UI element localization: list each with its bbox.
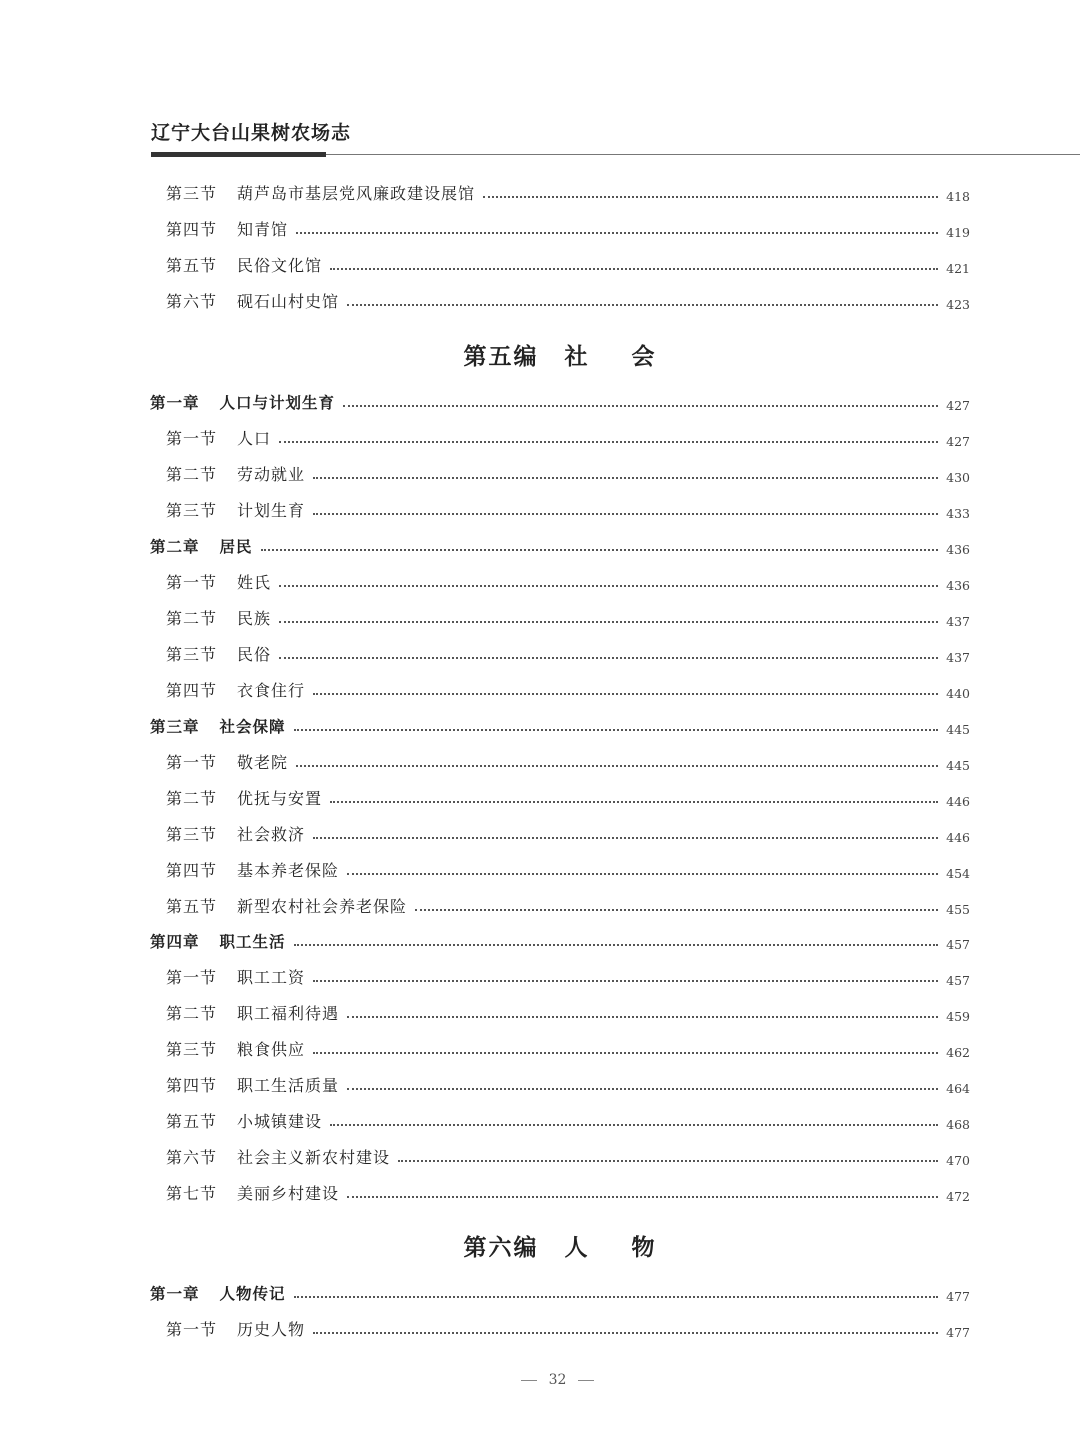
toc-leader-dots xyxy=(279,584,938,587)
toc-section-title: 职工生活质量 xyxy=(237,1076,340,1095)
toc-page-number: 423 xyxy=(946,297,970,312)
toc-page-number: 459 xyxy=(946,1009,970,1024)
part-title-char: 人 xyxy=(564,1234,590,1261)
toc-section-row[interactable] xyxy=(166,568,970,598)
toc-section-label: 第四节 xyxy=(166,1076,218,1095)
toc-chapter-row[interactable] xyxy=(150,388,970,418)
toc-section-label: 第三节 xyxy=(166,501,218,520)
toc-section-label: 第一节 xyxy=(166,429,218,448)
toc-section-title: 人口 xyxy=(237,429,272,448)
toc-page-number: 457 xyxy=(946,937,970,952)
toc-section-row[interactable] xyxy=(166,251,970,281)
toc-section-title: 姓氏 xyxy=(237,573,272,592)
toc-page-number: 427 xyxy=(946,434,970,449)
toc-page-number: 433 xyxy=(946,506,970,521)
toc-page-number: 436 xyxy=(946,578,970,593)
toc-section-title: 新型农村社会养老保险 xyxy=(237,897,408,916)
toc-page-number: 455 xyxy=(946,902,970,917)
toc-section-label: 第二节 xyxy=(166,465,218,484)
toc-leader-dots xyxy=(279,620,938,623)
toc-section-label: 第五节 xyxy=(166,256,218,275)
toc-section-title: 社会救济 xyxy=(237,825,306,844)
toc-section-title: 葫芦岛市基层党风廉政建设展馆 xyxy=(237,184,476,203)
toc-chapter-title: 人物传记 xyxy=(219,1285,286,1303)
toc-section-label: 第七节 xyxy=(166,1184,218,1203)
toc-section-title: 优抚与安置 xyxy=(237,789,323,808)
toc-section-title: 职工工资 xyxy=(237,968,306,987)
toc-leader-dots xyxy=(313,979,938,982)
toc-section-title: 民俗 xyxy=(237,645,272,664)
toc-section-title: 民俗文化馆 xyxy=(237,256,323,275)
part-title-6[interactable] xyxy=(0,1229,1080,1262)
toc-section-row[interactable] xyxy=(166,963,970,993)
toc-section-row[interactable] xyxy=(166,640,970,670)
toc-chapter-row[interactable] xyxy=(150,927,970,957)
part-title-char: 会 xyxy=(631,343,657,370)
toc-section-row[interactable] xyxy=(166,496,970,526)
toc-chapter-label: 第一章 xyxy=(150,394,200,412)
footer-page-number xyxy=(0,1372,1080,1388)
toc-page-number: 446 xyxy=(946,830,970,845)
toc-section-label: 第五节 xyxy=(166,1112,218,1131)
toc-leader-dots xyxy=(313,1051,938,1054)
toc-chapter-row[interactable] xyxy=(150,1279,970,1309)
toc-chapter-row[interactable] xyxy=(150,532,970,562)
footer-dash-right xyxy=(578,1380,594,1381)
toc-section-row[interactable] xyxy=(166,287,970,317)
toc-section-title: 衣食住行 xyxy=(237,681,306,700)
toc-section-title: 基本养老保险 xyxy=(237,861,340,880)
toc-section-row[interactable] xyxy=(166,999,970,1029)
toc-section-title: 小城镇建设 xyxy=(237,1112,323,1131)
toc-section-label: 第五节 xyxy=(166,897,218,916)
toc-section-label: 第三节 xyxy=(166,825,218,844)
toc-chapter-title: 职工生活 xyxy=(219,933,286,951)
toc-section-row[interactable] xyxy=(166,215,970,245)
toc-section-label: 第三节 xyxy=(166,645,218,664)
toc-page-number: 437 xyxy=(946,614,970,629)
toc-page-number: 445 xyxy=(946,758,970,773)
toc-leader-dots xyxy=(296,764,938,767)
toc-page-number: 464 xyxy=(946,1081,970,1096)
footer-dash-left xyxy=(521,1380,537,1381)
toc-page-number: 477 xyxy=(946,1289,970,1304)
toc-leader-dots xyxy=(313,476,938,479)
part-title-char: 社 xyxy=(564,343,590,370)
toc-leader-dots xyxy=(313,692,938,695)
toc-page-number: 418 xyxy=(946,189,970,204)
toc-section-row[interactable] xyxy=(166,676,970,706)
toc-leader-dots xyxy=(296,231,938,234)
toc-section-row[interactable] xyxy=(166,1107,970,1137)
part-title-char: 物 xyxy=(631,1234,657,1261)
toc-leader-dots xyxy=(347,1195,938,1198)
toc-section-title: 美丽乡村建设 xyxy=(237,1184,340,1203)
toc-page-number: 457 xyxy=(946,973,970,988)
toc-section-title: 社会主义新农村建设 xyxy=(237,1148,391,1167)
toc-leader-dots xyxy=(261,548,938,551)
toc-leader-dots xyxy=(415,908,938,911)
header-rule-thick xyxy=(151,152,326,157)
toc-section-row[interactable] xyxy=(166,424,970,454)
toc-section-title: 民族 xyxy=(237,609,272,628)
toc-section-row[interactable] xyxy=(166,1071,970,1101)
toc-section-label: 第六节 xyxy=(166,292,218,311)
toc-section-title: 历史人物 xyxy=(237,1320,306,1339)
toc-page-number: 421 xyxy=(946,261,970,276)
toc-page-number: 468 xyxy=(946,1117,970,1132)
toc-section-row[interactable] xyxy=(166,748,970,778)
toc-chapter-title: 人口与计划生育 xyxy=(219,394,336,412)
toc-section-row[interactable] xyxy=(166,820,970,850)
toc-chapter-row[interactable] xyxy=(150,712,970,742)
toc-section-title: 劳动就业 xyxy=(237,465,306,484)
toc-section-title: 粮食供应 xyxy=(237,1040,306,1059)
toc-leader-dots xyxy=(347,1015,938,1018)
toc-page-number: 472 xyxy=(946,1189,970,1204)
toc-chapter-title: 居民 xyxy=(219,538,253,556)
toc-leader-dots xyxy=(330,267,938,270)
toc-section-label: 第二节 xyxy=(166,1004,218,1023)
toc-section-label: 第四节 xyxy=(166,681,218,700)
toc-leader-dots xyxy=(313,512,938,515)
toc-section-label: 第三节 xyxy=(166,184,218,203)
toc-page-number: 437 xyxy=(946,650,970,665)
toc-section-label: 第二节 xyxy=(166,789,218,808)
toc-leader-dots xyxy=(343,404,938,407)
toc-page-number: 477 xyxy=(946,1325,970,1340)
toc-page-number: 419 xyxy=(946,225,970,240)
toc-page-number: 462 xyxy=(946,1045,970,1060)
toc-page-number: 446 xyxy=(946,794,970,809)
toc-section-row[interactable] xyxy=(166,1035,970,1065)
toc-leader-dots xyxy=(294,1295,938,1298)
running-header-title: 辽宁大台山果树农场志 xyxy=(151,122,352,144)
toc-section-label: 第一节 xyxy=(166,753,218,772)
toc-leader-dots xyxy=(398,1159,938,1162)
toc-chapter-label: 第一章 xyxy=(150,1285,200,1303)
toc-section-title: 职工福利待遇 xyxy=(237,1004,340,1023)
toc-section-title: 计划生育 xyxy=(237,501,306,520)
toc-page-number: 427 xyxy=(946,398,970,413)
toc-section-label: 第三节 xyxy=(166,1040,218,1059)
toc-section-title: 敬老院 xyxy=(237,753,289,772)
toc-section-row[interactable] xyxy=(166,460,970,490)
toc-page-number: 445 xyxy=(946,722,970,737)
toc-page-number: 440 xyxy=(946,686,970,701)
toc-section-row[interactable] xyxy=(166,604,970,634)
toc-section-label: 第四节 xyxy=(166,220,218,239)
part-label: 第六编 xyxy=(463,1234,539,1261)
toc-section-label: 第四节 xyxy=(166,861,218,880)
toc-section-row[interactable] xyxy=(166,856,970,886)
toc-page-number: 430 xyxy=(946,470,970,485)
toc-section-row[interactable] xyxy=(166,1315,970,1345)
page-number: 32 xyxy=(548,1372,567,1388)
toc-page-number: 470 xyxy=(946,1153,970,1168)
toc-leader-dots xyxy=(330,800,938,803)
toc-section-title: 砚石山村史馆 xyxy=(237,292,340,311)
toc-leader-dots xyxy=(347,1087,938,1090)
part-label: 第五编 xyxy=(463,343,539,370)
toc-section-title: 知青馆 xyxy=(237,220,289,239)
toc-leader-dots xyxy=(483,195,938,198)
toc-leader-dots xyxy=(347,303,938,306)
toc-chapter-label: 第三章 xyxy=(150,718,200,736)
toc-section-label: 第一节 xyxy=(166,1320,218,1339)
toc-leader-dots xyxy=(313,836,938,839)
part-title-5[interactable] xyxy=(0,338,1080,371)
toc-leader-dots xyxy=(313,1331,938,1334)
toc-page-number: 454 xyxy=(946,866,970,881)
toc-chapter-label: 第四章 xyxy=(150,933,200,951)
toc-page-number: 436 xyxy=(946,542,970,557)
toc-section-label: 第六节 xyxy=(166,1148,218,1167)
toc-leader-dots xyxy=(279,440,938,443)
toc-chapter-label: 第二章 xyxy=(150,538,200,556)
toc-section-row[interactable] xyxy=(166,179,970,209)
toc-section-row[interactable] xyxy=(166,1179,970,1209)
toc-section-row[interactable] xyxy=(166,784,970,814)
toc-leader-dots xyxy=(330,1123,938,1126)
toc-leader-dots xyxy=(279,656,938,659)
toc-section-label: 第二节 xyxy=(166,609,218,628)
toc-leader-dots xyxy=(347,872,938,875)
toc-section-label: 第一节 xyxy=(166,968,218,987)
toc-chapter-title: 社会保障 xyxy=(219,718,286,736)
toc-leader-dots xyxy=(294,728,938,731)
toc-section-row[interactable] xyxy=(166,1143,970,1173)
toc-section-row[interactable] xyxy=(166,892,970,922)
toc-leader-dots xyxy=(294,943,938,946)
toc-section-label: 第一节 xyxy=(166,573,218,592)
